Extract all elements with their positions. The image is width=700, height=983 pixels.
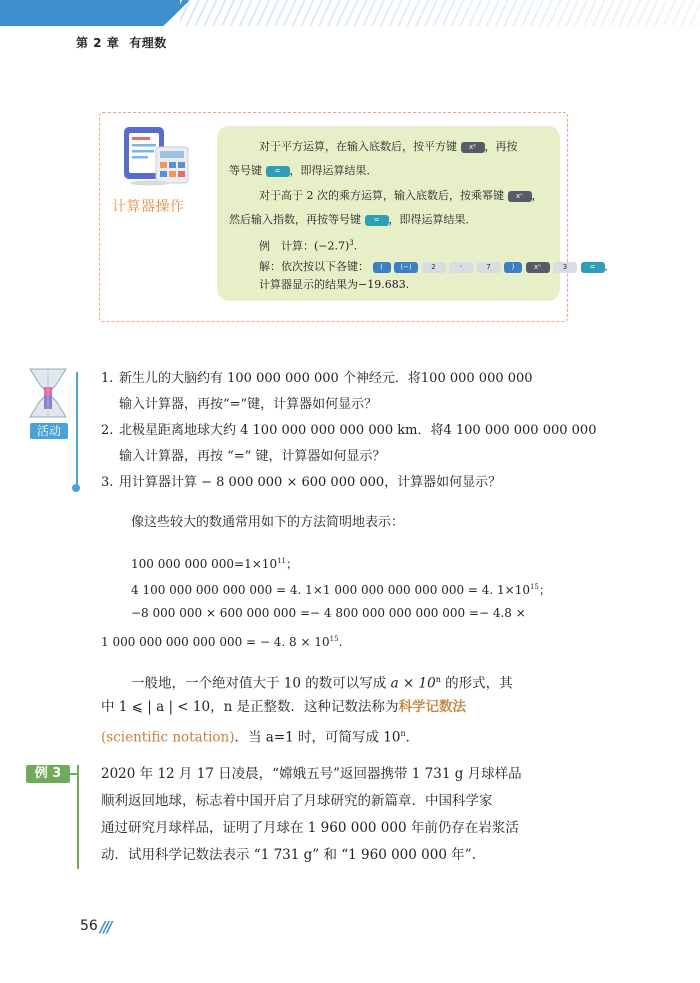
- example-line-2: 顺利返回地球，标志着中国开启了月球研究的新篇章．中国科学家: [101, 793, 493, 809]
- power-key-icon: xⁿ: [508, 191, 532, 202]
- page-slashes-decoration: ///: [100, 918, 111, 936]
- header-bar: [0, 0, 190, 26]
- calc-line-6: 解：依次按以下各键： ( (−) 2 · 7 ) xⁿ 3 = ．: [259, 260, 616, 273]
- chapter-number: 第 2 章: [76, 36, 120, 50]
- equals-key-icon: =: [266, 166, 290, 177]
- close-paren-key-icon: ): [504, 262, 522, 273]
- equals-key-icon: =: [581, 262, 605, 273]
- example-rule: [77, 765, 79, 869]
- calc-line-3: 对于高于 2 次的乘方运算，输入底数后，按乘幂键 xⁿ ，: [259, 189, 543, 202]
- definition-line-2: 中 1 ⩽ | a | < 10，n 是正整数．这种记数法称为科学记数法: [101, 699, 467, 715]
- activity-dot: [72, 484, 80, 492]
- negative-key-icon: (−): [394, 262, 418, 273]
- calc-line-2: 等号键 = ，即得运算结果．: [229, 164, 378, 177]
- definition-line-3: (scientific notation)．当 a=1 时，可简写成 10$^n$．: [101, 729, 420, 746]
- chapter-heading: [76, 34, 177, 51]
- digit-7-key-icon: 7: [477, 262, 501, 273]
- calculator-icon: [120, 125, 192, 187]
- intro-text: 像这些较大的数通常用如下的方法简明地表示：: [131, 515, 405, 530]
- digit-3-key-icon: 3: [553, 262, 577, 273]
- activity-item-3: 3. 用计算器计算 − 8 000 000 × 600 000 000，计算器如何显示？: [101, 475, 502, 490]
- digit-2-key-icon: 2: [422, 262, 446, 273]
- equation-2: 4 100 000 000 000 000 = 4. 1×1 000 000 000 000 000 = 4. $1\times 10^{15}$；: [131, 583, 551, 597]
- page-number: 56: [80, 918, 98, 934]
- equation-1: 100 000 000 $000=1\times 10^{11}$；: [131, 557, 299, 571]
- equation-4: 1 000 000 000 000 000 = − 4. $8 \times 10^{15}$.: [101, 635, 343, 649]
- open-paren-key-icon: (: [373, 262, 391, 273]
- activity-badge: 活动: [30, 423, 68, 439]
- activity-item-2-cont: 输入计算器，再按 “=” 键，计算器如何显示？: [119, 449, 386, 464]
- power-key-icon: xⁿ: [526, 262, 550, 273]
- calc-line-7: 计算器显示的结果为−19.683.: [259, 278, 410, 291]
- scientific-notation-english: (scientific notation): [101, 729, 235, 746]
- calculator-title: 计算器操作: [112, 199, 185, 215]
- example-line-4: 动．试用科学记数法表示 “1 731 g” 和 “1 960 000 000 年”.: [101, 847, 476, 863]
- activity-item-2: 2. 北极星距离地球大约 4 100 000 000 000 000 km．将4 100 000 000 000 000: [101, 423, 597, 438]
- square-key-icon: x²: [461, 142, 485, 153]
- example-line-1: 2020 年 12 月 17 日凌晨，“嫦娥五号”返回器携带 1 731 g 月球样品: [101, 766, 522, 782]
- activity-item-1-cont: 输入计算器，再按“=”键，计算器如何显示？: [119, 397, 378, 412]
- calc-line-1: 对于平方运算，在输入底数后，按平方键 x² ，再按: [259, 140, 518, 153]
- calculator-panel: [217, 126, 616, 301]
- activity-item-1: 1. 新生儿的大脑约有 100 000 000 000 个神经元．将100 000 000 000: [101, 371, 533, 386]
- header-stripes: [180, 0, 700, 26]
- activity-rule: [76, 372, 78, 487]
- equation-3: −8 000 000 × 600 000 000 =− 4 800 000 000 000 000 =− 4.8 ×: [131, 606, 526, 620]
- chapter-title: 有理数: [129, 36, 167, 50]
- calc-line-5: 例 计算：$(-2.7)^3$.: [259, 239, 358, 253]
- definition-line-1: 一般地，一个绝对值大于 10 的数可以写成 $a \times 10^n$ 的形式，其: [131, 675, 513, 692]
- dot-key-icon: ·: [449, 262, 473, 273]
- equals-key-icon: =: [365, 215, 389, 226]
- example-badge: 例 3: [26, 765, 70, 783]
- scientific-notation-term: 科学记数法: [398, 699, 467, 715]
- calc-line-4: 然后输入指数，再按等号键 = ，即得运算结果．: [229, 213, 477, 226]
- hourglass-icon: [26, 367, 70, 419]
- example-line-3: 通过研究月球样品，证明了月球在 1 960 000 000 年前仍存在岩浆活: [101, 820, 519, 836]
